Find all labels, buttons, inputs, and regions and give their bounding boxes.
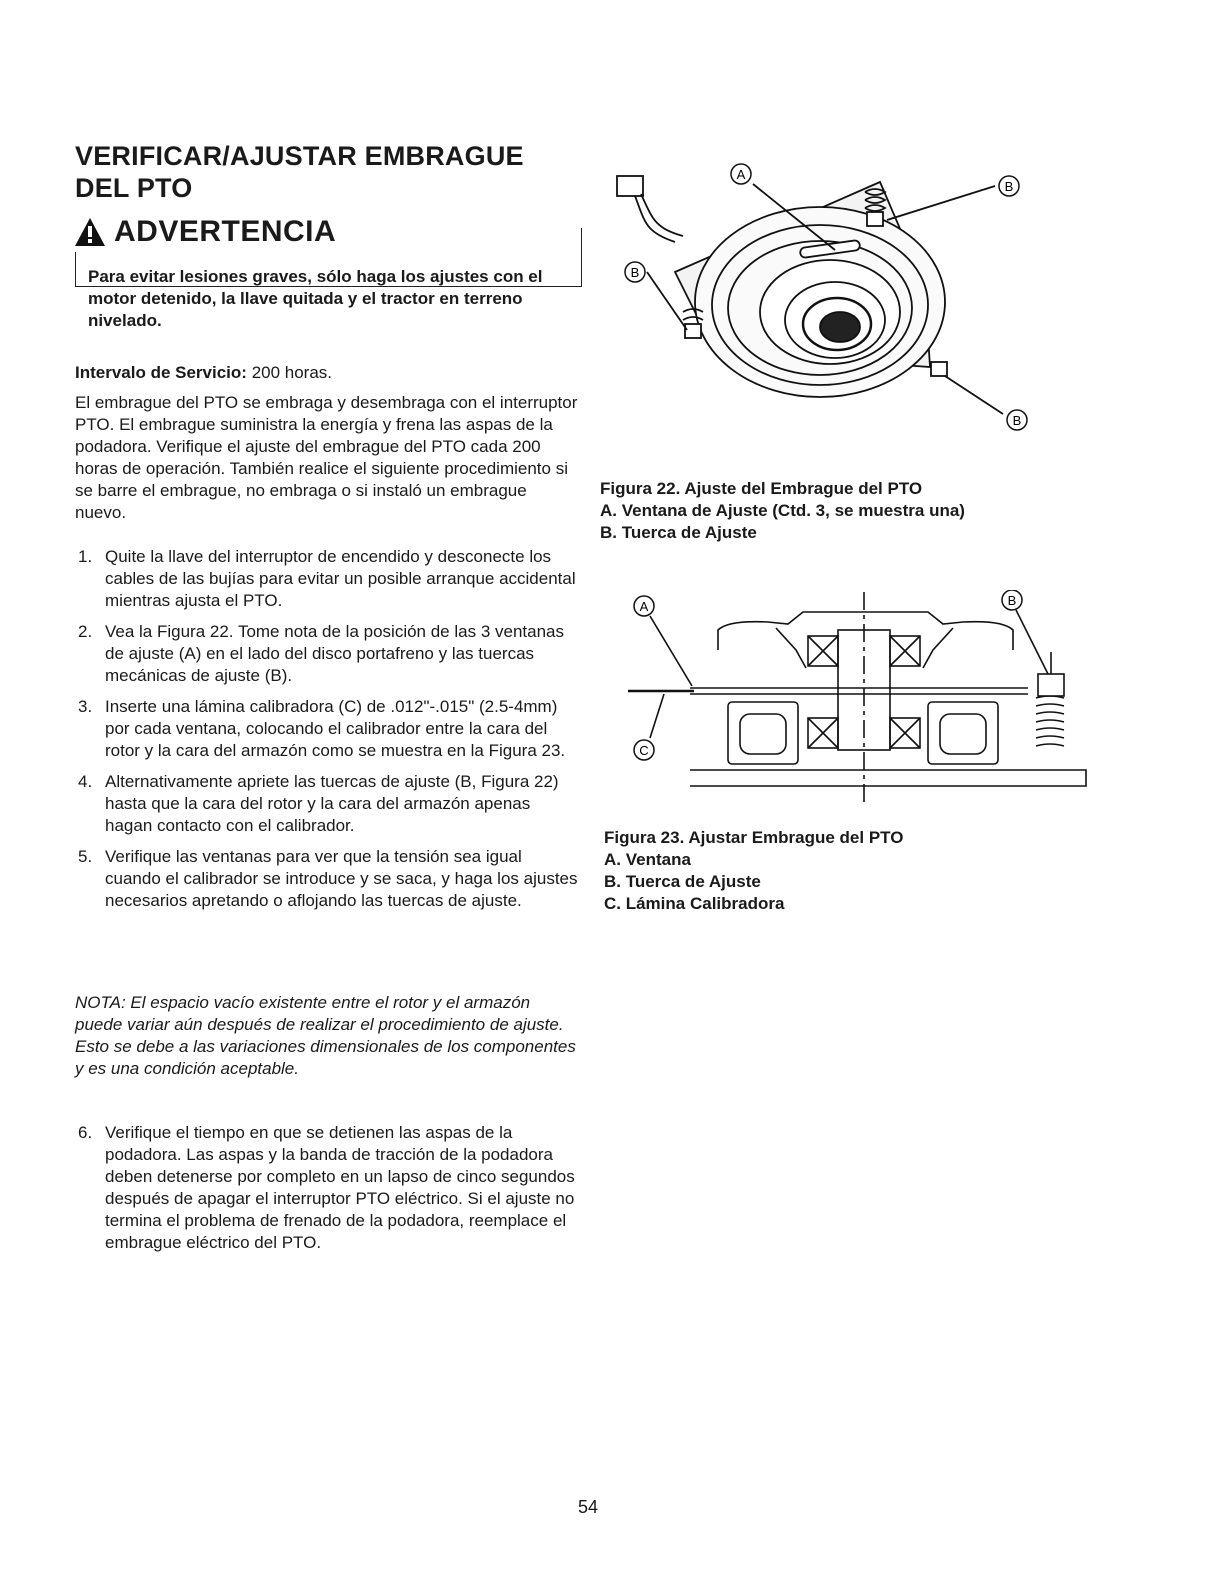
title-line-1: VERIFICAR/AJUSTAR EMBRAGUE: [75, 141, 524, 171]
figure-22-item-a: A. Ventana de Ajuste (Ctd. 3, se muestra una): [600, 501, 965, 520]
figure-23-caption: [604, 827, 1104, 915]
step-number: 6.: [78, 1123, 93, 1142]
figure-22-title: Figura 22. Ajuste del Embrague del PTO: [600, 479, 923, 498]
step-item: [78, 846, 580, 912]
intro-paragraph: El embrague del PTO se embraga y desembraga con el interruptor PTO. El embrague suministra la energía y frena las aspas de la podadora. Verifique el ajuste del embrague del PTO cada 200 horas de operación. También realice el siguiente procedimiento si se barre el embrague, no embraga o si instaló un embrague nuevo.: [75, 393, 578, 522]
callout-a: A: [639, 599, 649, 614]
title-line-2: DEL PTO: [75, 173, 193, 203]
step-number: 5.: [78, 847, 93, 866]
figure-23-item-a: A. Ventana: [604, 850, 691, 869]
step-number: 3.: [78, 697, 93, 716]
step-item: [78, 621, 580, 687]
step-text: Inserte una lámina calibradora (C) de .012"-.015" (2.5-4mm) por cada ventana, colocando el calibrador entre la cara del rotor y la cara del armazón como se muestra en la Figura 23.: [105, 697, 566, 760]
callout-a: A: [736, 167, 746, 182]
service-interval-value: 200 horas.: [251, 363, 333, 382]
step-text: Verifique las ventanas para ver que la tensión sea igual cuando el calibrador se introduce y se saca, y haga los ajustes necesarios apretando o aflojando las tuercas de ajuste.: [105, 847, 578, 910]
figure-23-title: Figura 23. Ajustar Embrague del PTO: [604, 828, 904, 847]
page-number: 54: [577, 1497, 599, 1517]
step-item: [78, 696, 580, 762]
step-text: Alternativamente apriete las tuercas de ajuste (B, Figura 22) hasta que la cara del rotor y la cara del armazón apenas hagan contacto con el calibrador.: [105, 772, 559, 835]
service-interval-label: Intervalo de Servicio:: [75, 363, 247, 382]
note-paragraph: NOTA: El espacio vacío existente entre el rotor y el armazón puede variar aún después de realizar el procedimiento de ajuste. Esto se debe a las variaciones dimensionales de los componentes y es una condición aceptable.: [75, 993, 576, 1078]
figure-23-callouts: [634, 590, 1022, 760]
connector-plug: [617, 176, 643, 196]
warning-heading: [74, 212, 346, 252]
callout-b: B: [1012, 413, 1022, 428]
callout-b: B: [1004, 179, 1014, 194]
step-number: 4.: [78, 772, 93, 791]
step-text: Verifique el tiempo en que se detienen las aspas de la podadora. Las aspas y la banda de tracción de la podadora deben detenerse por completo en un lapso de cinco segundos después de apagar el interruptor PTO eléctrico. Si el ajuste no termina el problema de frenado de la podadora, reemplace el embrague eléctrico del PTO.: [105, 1123, 575, 1252]
figure-23-item-c: C. Lámina Calibradora: [604, 894, 785, 913]
callout-c: C: [639, 743, 649, 758]
callout-b: B: [1007, 593, 1017, 608]
warning-heading-text: ADVERTENCIA: [114, 215, 337, 248]
figure-23-item-b: B. Tuerca de Ajuste: [604, 872, 761, 891]
callout-b: B: [630, 265, 640, 280]
step-item: [78, 771, 580, 837]
figure-22-item-b: B. Tuerca de Ajuste: [600, 523, 757, 542]
step-number: 2.: [78, 622, 93, 641]
warning-triangle-icon: [74, 217, 106, 247]
steps-list-continued: [78, 1122, 580, 1263]
warning-text: Para evitar lesiones graves, sólo haga los ajustes con el motor detenido, la llave quitada y el tractor en terreno nivelado.: [88, 267, 543, 330]
figure-23-cross-section-illustration: [628, 590, 1093, 810]
figure-22-caption: [600, 478, 1100, 544]
page-title: [75, 140, 575, 204]
step-item: [78, 546, 580, 612]
figure-22-clutch-illustration: [605, 162, 1055, 462]
step-number: 1.: [78, 547, 93, 566]
step-text: Vea la Figura 22. Tome nota de la posición de las 3 ventanas de ajuste (A) en el lado del disco portafreno y las tuercas mecánicas de ajuste (B).: [105, 622, 564, 685]
steps-list: [78, 546, 580, 921]
service-interval: [75, 362, 332, 384]
step-text: Quite la llave del interruptor de encendido y desconecte los cables de las bujías para evitar un posible arranque accidental mientras ajusta el PTO.: [105, 547, 576, 610]
step-item: [78, 1122, 580, 1254]
